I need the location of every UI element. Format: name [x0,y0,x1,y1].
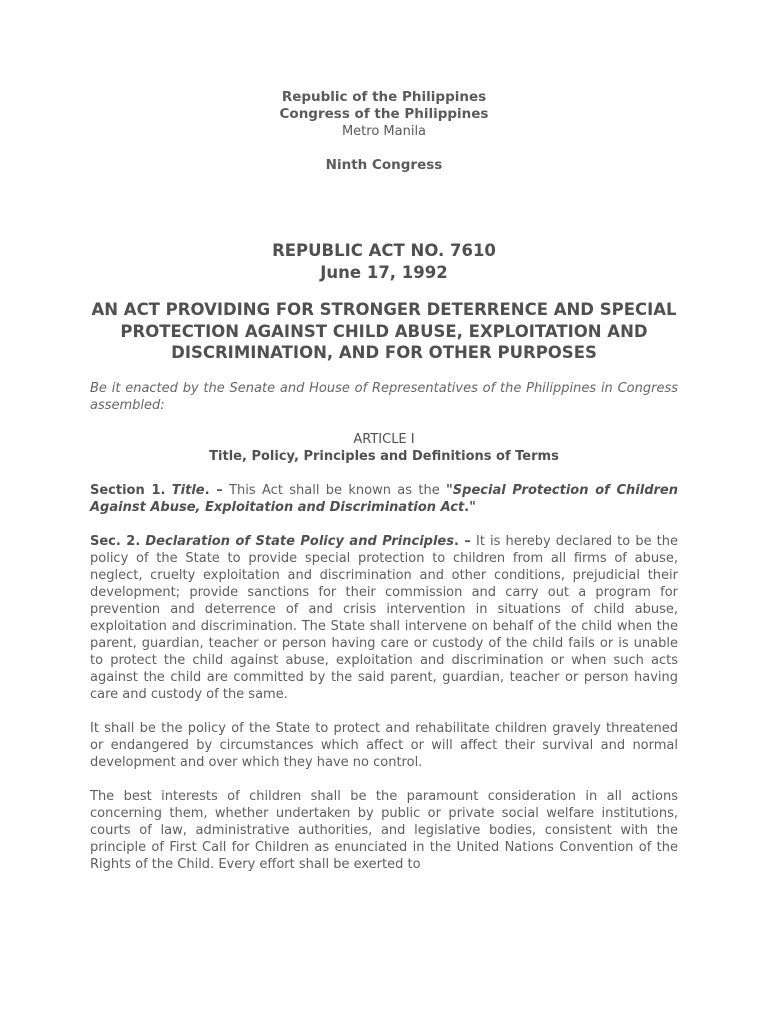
act-number: REPUBLIC ACT NO. 7610 [272,241,496,260]
enacting-clause: Be it enacted by the Senate and House of Representatives of the Philippines in Congress assembled: [90,380,678,413]
article-title: Title, Policy, Principles and Definitions of Terms [209,448,559,464]
article-heading [90,431,678,465]
act-date: June 17, 1992 [320,262,448,282]
best-interests-paragraph: The best interests of children shall be the paramount consideration in all actions concerning them, whether undertaken by public or private social welfare institutions, courts of law, administrative authorities, and legislative bodies, consistent with the principle of First Call for Children as enunciated in the United Nations Convention of the Rights of the Child. Every effort shall be exerted to [90,788,678,872]
location-line: Metro Manila [341,124,427,139]
section-1-quote-end: ." [464,499,476,515]
section-1-quote: "Special Protection of Children Against Abuse, Exploitation and Discrimination Act [90,482,679,515]
congress-session: Ninth Congress [325,157,443,173]
congress-line: Congress of the Philippines [279,106,489,122]
article-label: ARTICLE I [353,431,415,447]
section-2-text: It is hereby declared to be the policy of the State to provide special protection to children from all firms of abuse, neglect, cruelty exploitation and discrimination and other conditions, prejudicial their development; provide sanctions for their commission and carry out a program for prevention and deterrence of and crisis intervention in situations of child abuse, exploitation and discrimination. The State shall intervene on behalf of the child when the parent, guardian, teacher or person having care or custody of the child fails or is unable to protect the child against abuse, exploitation and discrimination or when such acts against the child are committed by the said parent, guardian, teacher or person having care and custody of the same. [90,533,678,702]
section-2-dot: . – [453,533,471,549]
section-1-text: This Act shall be known as the [222,482,447,498]
document-page [90,89,679,872]
section-1-label: Section 1. [90,482,166,498]
section-2-title: Declaration of State Policy and Principles [145,533,454,549]
policy-paragraph: It shall be the policy of the State to protect and rehabilitate children gravely threatened or endangered by circumstances which affect or will affect their survival and normal development and over which they have no control. [90,720,678,770]
section-1-title: Title [171,482,205,498]
act-heading [90,240,678,283]
country-line: Republic of the Philippines [281,89,487,105]
section-1 [90,482,678,516]
act-title: AN ACT PROVIDING FOR STRONGER DETERRENCE AND SPECIAL PROTECTION AGAINST CHILD ABUSE, EXPLOITATION AND DISCRIMINATION, AND FOR OTHER PURPOSES [91,300,677,362]
document-header [90,89,678,174]
section-1-dot: . – [204,482,223,498]
section-2-label: Sec. 2. [90,533,141,549]
section-2 [90,533,678,703]
